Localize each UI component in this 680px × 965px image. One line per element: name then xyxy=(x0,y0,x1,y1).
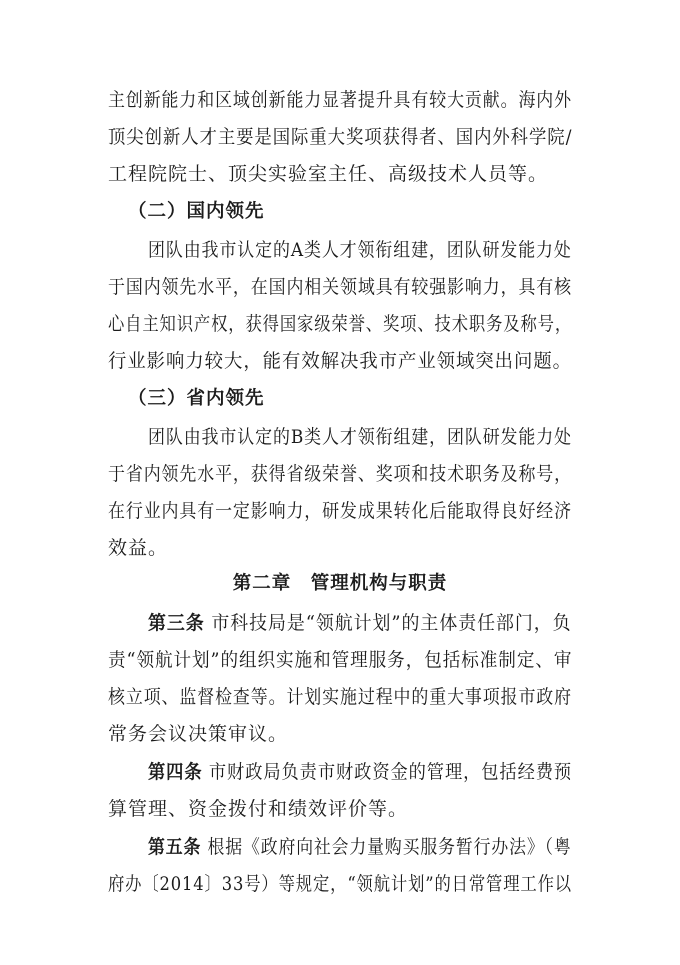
paragraph-line: 顶尖创新人才主要是国际重大奖项获得者、国内外科学院/ xyxy=(108,126,573,148)
paragraph-line: 工程院院士、顶尖实验室主任、高级技术人员等。 xyxy=(108,163,549,185)
paragraph-line: 责“领航计划”的组织实施和管理服务，包括标准制定、审 xyxy=(108,649,573,671)
paragraph-line: 主创新能力和区域创新能力显著提升具有较大贡献。海内外 xyxy=(108,89,573,111)
article-line xyxy=(148,610,572,636)
chapter-title: 第二章 管理机构与职责 xyxy=(232,573,448,594)
paragraph-line: 团队由我市认定的A类人才领衔组建，团队研发能力处 xyxy=(148,239,572,261)
paragraph-line: 于省内领先水平，获得省级荣誉、奖项和技术职务及称号， xyxy=(108,463,573,485)
article-text: 市科技局是“领航计划”的主体责任部门，负 xyxy=(211,612,572,634)
article-label: 第四条 xyxy=(148,761,203,783)
article-line xyxy=(148,759,572,785)
paragraph-line: 核立项、监督检查等。计划实施过程中的重大事项报市政府 xyxy=(108,686,573,708)
paragraph-line: 府办〔2014〕33号）等规定，“领航计划”的日常管理工作以 xyxy=(108,873,572,895)
paragraph-line: 行业影响力较大，能有效解决我市产业领域突出问题。 xyxy=(108,350,573,372)
paragraph-line: 于国内领先水平，在国内相关领域具有较强影响力，具有核 xyxy=(108,276,573,298)
paragraph-line: 心自主知识产权，获得国家级荣誉、奖项、技术职务及称号， xyxy=(108,313,573,335)
article-label: 第三条 xyxy=(148,612,205,634)
article-label: 第五条 xyxy=(148,836,202,858)
paragraph-line: 算管理、资金拨付和绩效评价等。 xyxy=(108,798,409,820)
section-heading: （二）国内领先 xyxy=(128,201,265,222)
paragraph-line: 效益。 xyxy=(108,537,169,559)
article-text: 根据《政府向社会力量购买服务暂行办法》（粤 xyxy=(207,836,572,858)
paragraph-line: 团队由我市认定的B类人才领衔组建，团队研发能力处 xyxy=(148,426,572,448)
paragraph-line: 在行业内具有一定影响力，研发成果转化后能取得良好经济 xyxy=(108,500,573,522)
article-line xyxy=(148,834,572,860)
article-text: 市财政局负责市财政资金的管理，包括经费预 xyxy=(208,761,573,783)
paragraph-line: 常务会议决策审议。 xyxy=(108,723,289,745)
section-heading: （三）省内领先 xyxy=(128,388,265,409)
